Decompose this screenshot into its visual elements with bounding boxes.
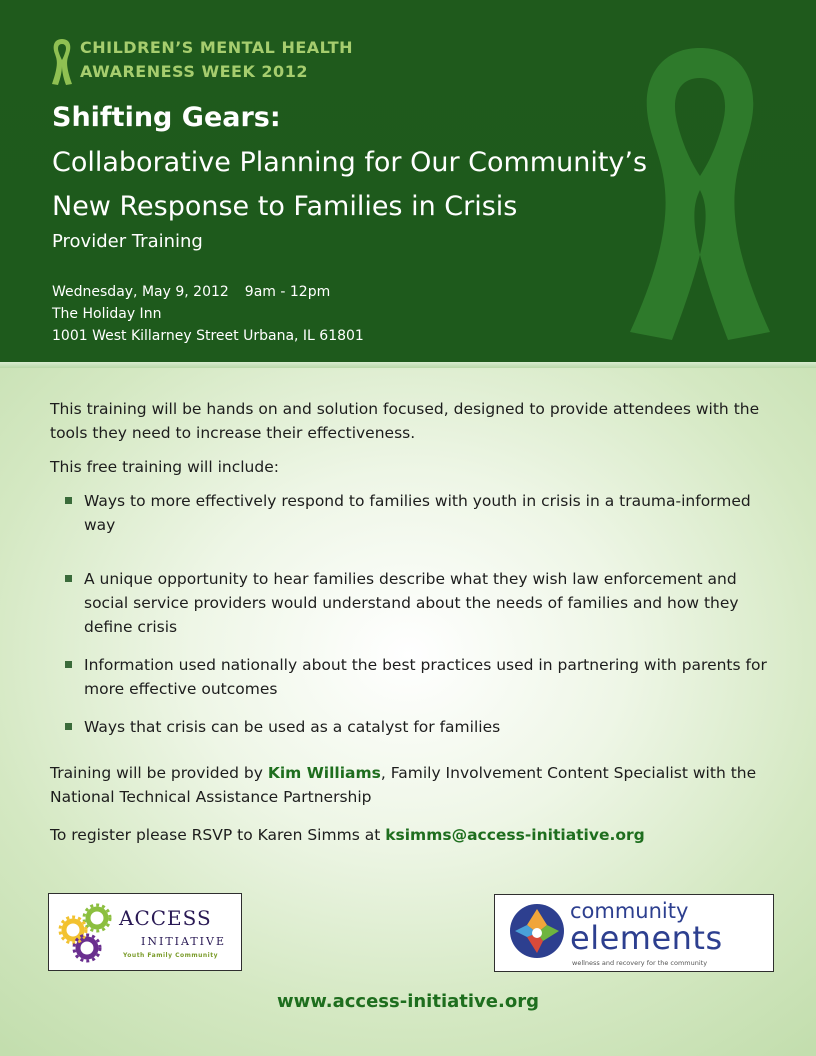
list-item-text: Ways that crisis can be used as a catalyst for families: [84, 718, 501, 736]
list-item: [50, 653, 770, 701]
include-label: This free training will include:: [50, 458, 279, 476]
bullet-square-icon: [65, 575, 72, 582]
week-line-2: AWARENESS WEEK 2012: [80, 62, 308, 81]
subtitle-line-2: New Response to Families in Crisis: [52, 191, 518, 222]
event-time: 9am - 12pm: [244, 284, 331, 300]
register-paragraph: To register please RSVP to Karen Simms at ksimms@access-initiative.org: [50, 826, 645, 844]
community-elements-logo: [494, 894, 774, 972]
access-wordmark: ACCESS: [119, 906, 212, 930]
event-details: [52, 281, 364, 347]
bullet-square-icon: [65, 497, 72, 504]
community-wordmark: community: [570, 899, 689, 923]
access-initiative-logo: [48, 893, 242, 971]
training-description: [50, 397, 770, 857]
list-item: [50, 489, 770, 537]
list-item-text: Information used nationally about the best practices used in partnering with parents for more effective outcomes: [84, 656, 767, 698]
initiative-wordmark: INITIATIVE: [141, 935, 226, 948]
subtitle-line-1: Collaborative Planning for Our Community’s: [52, 147, 648, 178]
header-divider: [0, 362, 816, 368]
trainer-paragraph: Training will be provided by Kim Williams, Family Involvement Content Specialist with the National Technical Assistance Partnership: [50, 764, 757, 806]
list-item-text: A unique opportunity to hear families describe what they wish law enforcement and social service providers would understand about the needs of families and how they define crisis: [84, 570, 739, 636]
bullet-square-icon: [65, 661, 72, 668]
elements-emblem-icon: [509, 903, 565, 959]
small-ribbon-icon: [50, 38, 74, 86]
event-address: 1001 West Killarney Street Urbana, IL 61801: [52, 328, 364, 344]
header-banner: [0, 0, 816, 362]
access-tagline: Youth Family Community: [123, 952, 218, 959]
elements-wordmark: elements: [570, 919, 723, 957]
event-subtitle: [52, 141, 647, 229]
website-link[interactable]: www.access-initiative.org: [277, 991, 539, 1012]
list-item: [50, 715, 770, 739]
bullet-square-icon: [65, 723, 72, 730]
gears-icon: [57, 900, 121, 964]
elements-tagline: wellness and recovery for the community: [572, 959, 708, 967]
event-date: Wednesday, May 9, 2012: [52, 284, 229, 300]
trainer-name: Kim Williams: [267, 764, 381, 782]
list-item-text: Ways to more effectively respond to families with youth in crisis in a trauma-informed way: [84, 492, 751, 534]
week-line-1: CHILDREN’S MENTAL HEALTH: [80, 38, 353, 57]
training-topics-list: [50, 489, 770, 739]
event-venue: The Holiday Inn: [52, 306, 162, 322]
awareness-week-heading: [80, 36, 353, 84]
provider-training-label: Provider Training: [52, 231, 203, 252]
list-item: [50, 567, 770, 639]
register-email-link[interactable]: ksimms@access-initiative.org: [385, 826, 645, 844]
event-title: Shifting Gears:: [52, 102, 281, 133]
intro-paragraph: This training will be hands on and solution focused, designed to provide attendees with the tools they need to increase their effectiveness.: [50, 400, 760, 442]
